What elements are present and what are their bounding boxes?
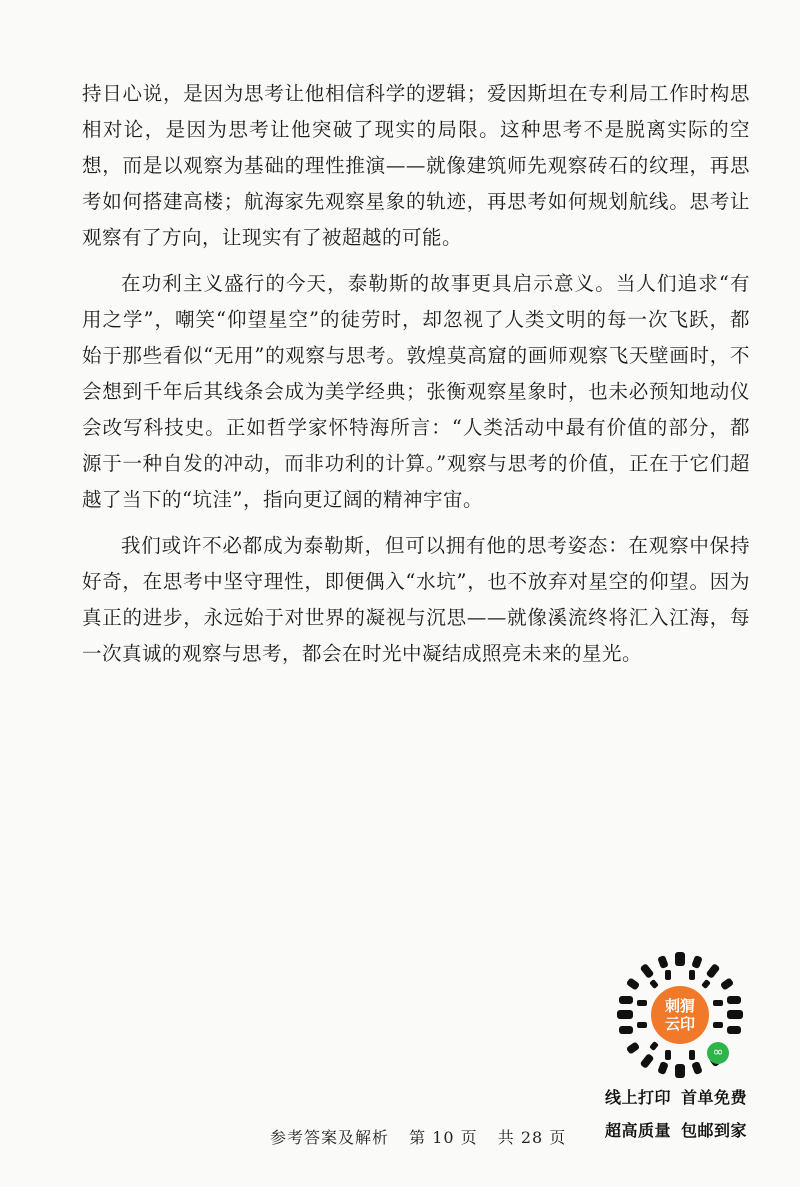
- footer-page-total: 共 28 页: [497, 1128, 567, 1147]
- promo-slogan-1b: 首单免费: [681, 1088, 748, 1107]
- brand-line-1: 刺猬: [664, 997, 695, 1015]
- mini-program-icon: ∞: [707, 1042, 729, 1064]
- footer-doc-title: 参考答案及解析: [270, 1128, 390, 1147]
- footer-page-current: 第 10 页: [409, 1128, 478, 1147]
- page-footer: [270, 1125, 580, 1148]
- brand-line-2: 云印: [664, 1015, 695, 1033]
- paragraph-2: 在功利主义盛行的今天，泰勒斯的故事更具启示意义。当人们追求“有用之学”，嘲笑“仰望星空”的徒劳时，却忽视了人类文明的每一次飞跃，都始于那些看似“无用”的观察与思考。敦煌莫高窟的画师观察飞天壁画时，不会想到千年后其线条会成为美学经典；张衡观察星象时，也未必预知地动仪会改写科技史。正如哲学家怀特海所言：“人类活动中最有价值的部分，都源于一种自发的冲动，而非功利的计算。”观察与思考的价值，正在于它们超越了当下的“坑洼”，指向更辽阔的精神宇宙。: [82, 272, 750, 511]
- brand-logo: [651, 986, 709, 1044]
- promo-line-2: [605, 1118, 747, 1141]
- promo-slogan-2b: 包邮到家: [681, 1121, 748, 1140]
- article-body: [82, 76, 750, 682]
- paragraph-3: 我们或许不必都成为泰勒斯，但可以拥有他的思考姿态：在观察中保持好奇，在思考中坚守理性，即便偶入“水坑”，也不放弃对星空的仰望。因为真正的进步，永远始于对世界的凝视与沉思——就像溪流终将汇入江海，每一次真诚的观察与思考，都会在时光中凝结成照亮未来的星光。: [82, 534, 750, 665]
- qr-code[interactable]: [615, 950, 745, 1080]
- promo-slogan-1a: 线上打印: [605, 1088, 672, 1107]
- promo-line-1: [605, 1085, 747, 1108]
- promo-slogan-2a: 超高质量: [605, 1121, 672, 1140]
- paragraph-1: 持日心说，是因为思考让他相信科学的逻辑；爱因斯坦在专利局工作时构思相对论，是因为思考让他突破了现实的局限。这种思考不是脱离实际的空想，而是以观察为基础的理性推演——就像建筑师先观察砖石的纹理，再思考如何搭建高楼；航海家先观察星象的轨迹，再思考如何规划航线。思考让观察有了方向，让现实有了被超越的可能。: [82, 82, 750, 249]
